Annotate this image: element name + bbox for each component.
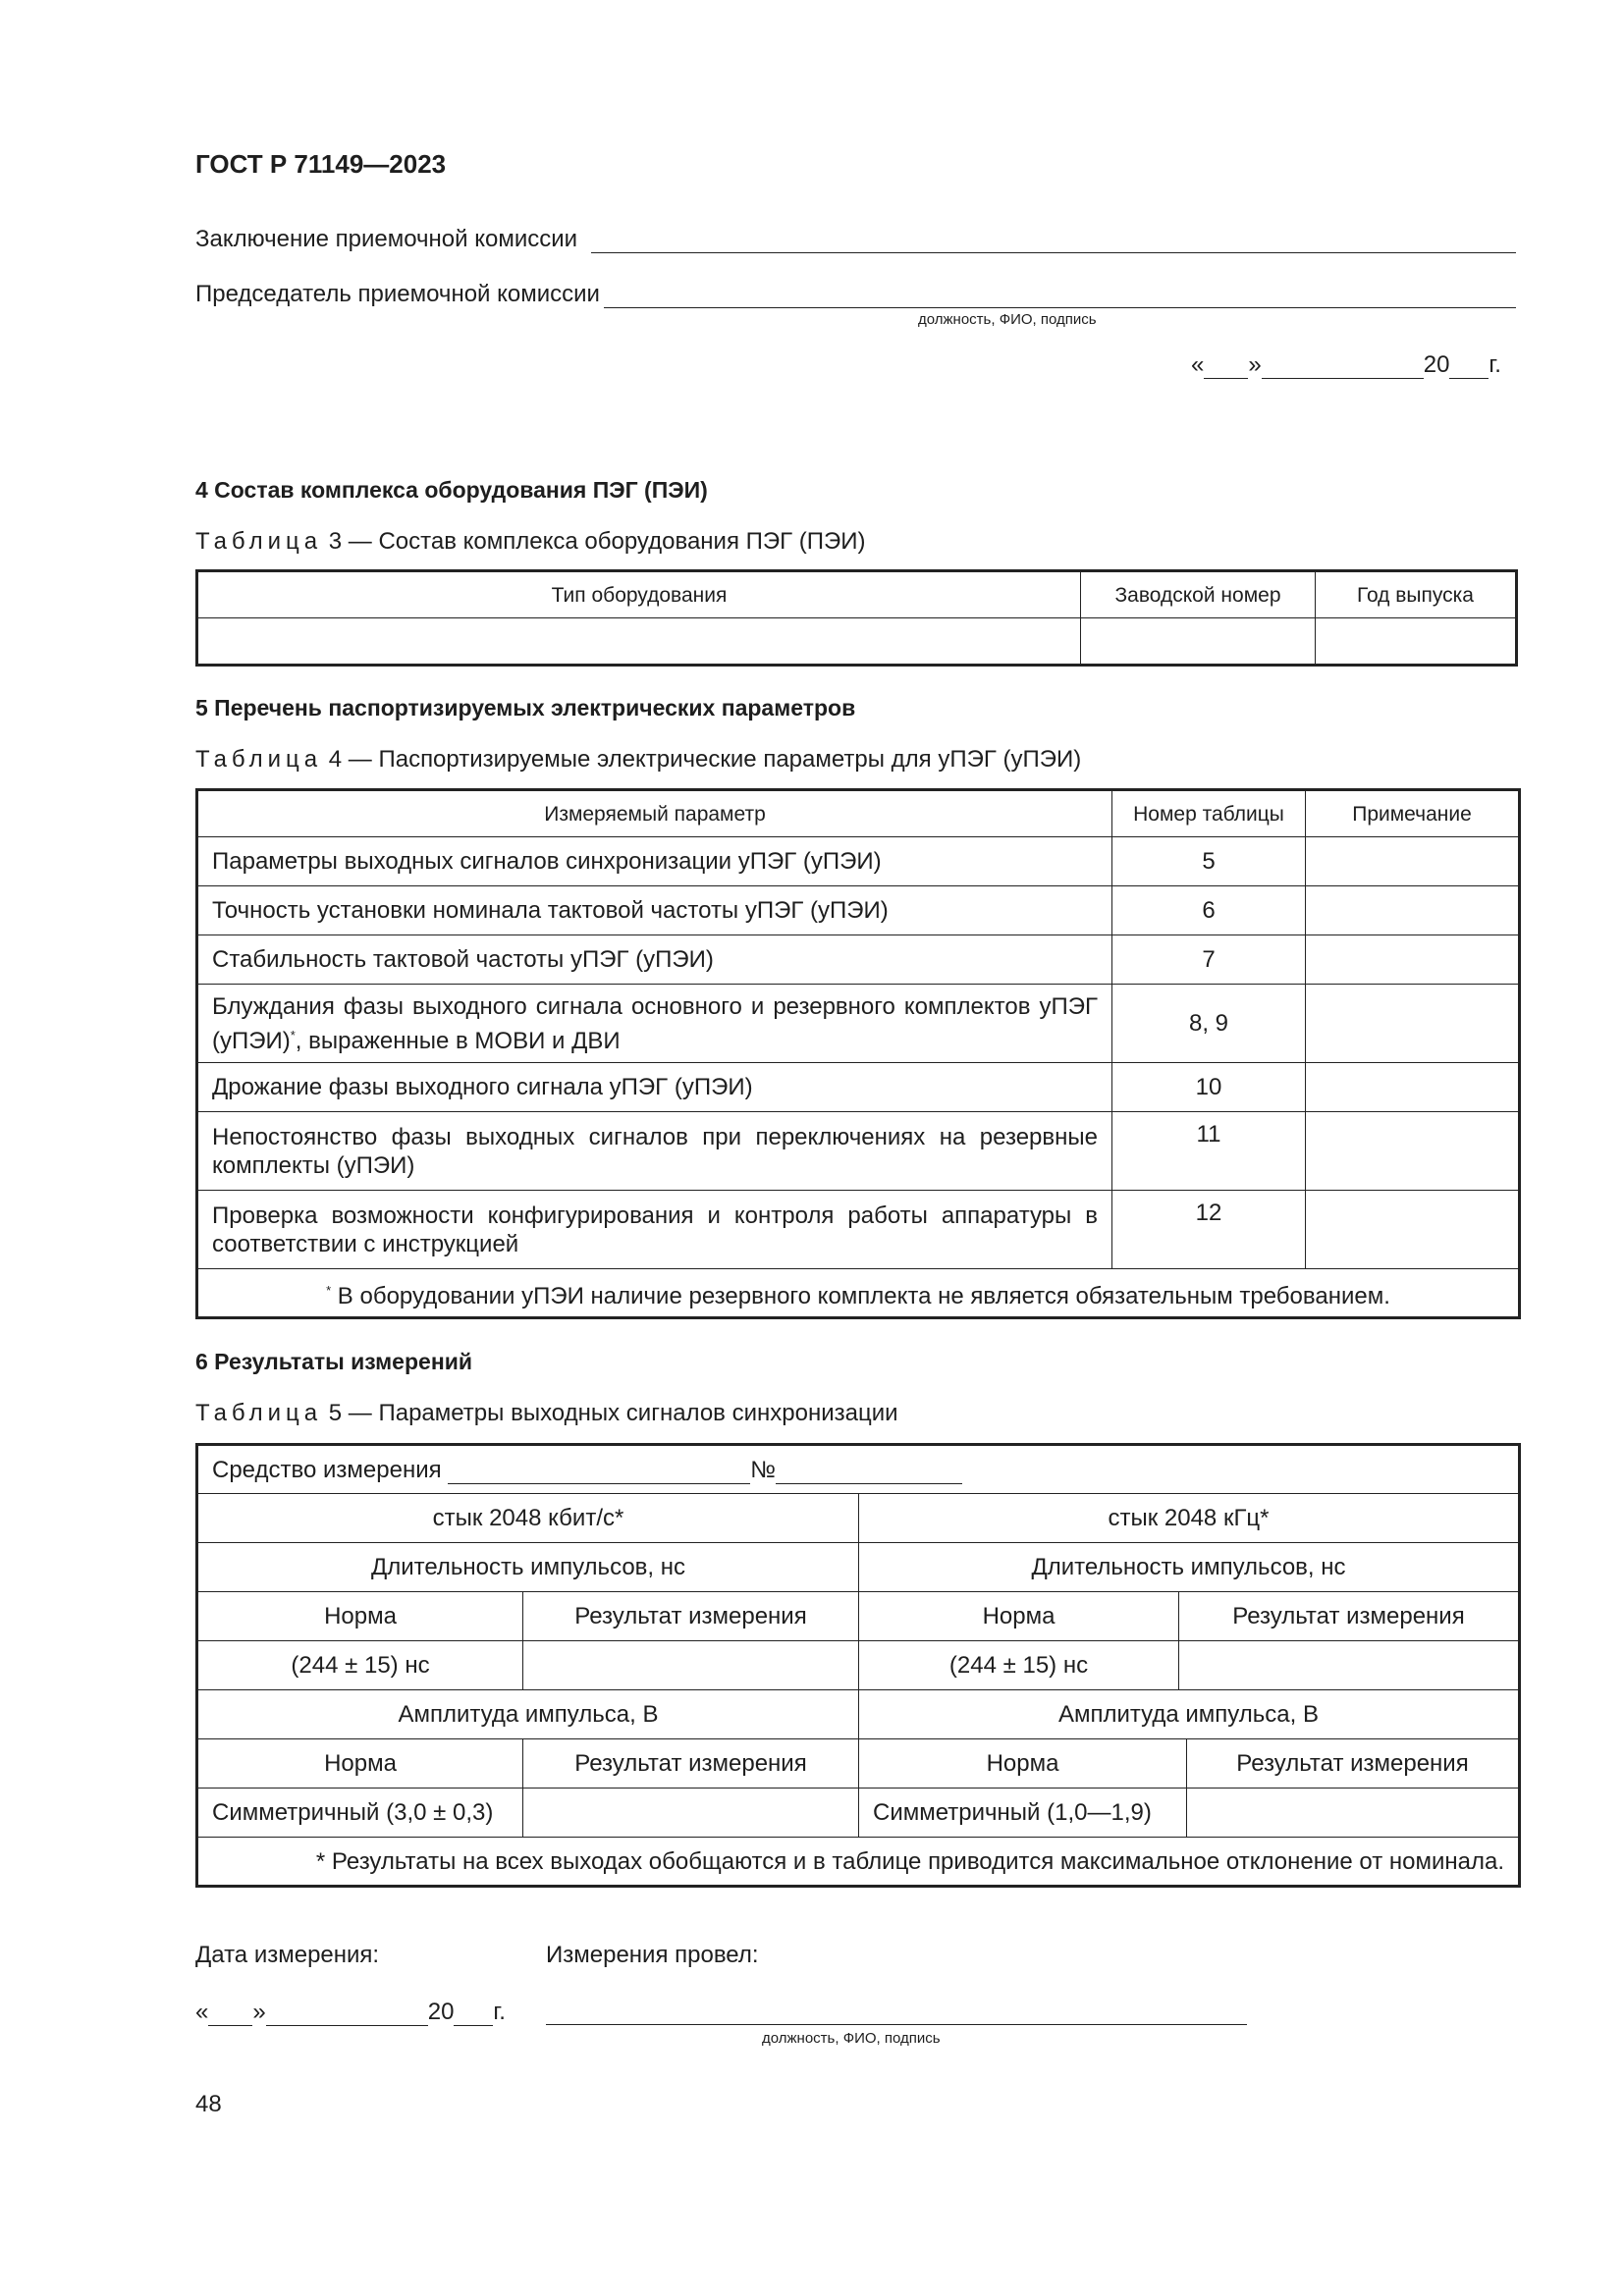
- table-5-footnote: * Результаты на всех выходах обобщаются и в таблице приводится максимальное отклонение от номинала.: [197, 1838, 1520, 1887]
- conclusion-blank[interactable]: [591, 229, 1516, 253]
- date-year-prefix: 20: [427, 1999, 455, 2025]
- note-cell[interactable]: [1306, 837, 1520, 886]
- table-4-footnote: [197, 1269, 1520, 1318]
- right-norm-header: Норма: [859, 1592, 1179, 1641]
- left-interface-header: стык 2048 кбит/с*: [197, 1494, 859, 1543]
- parameter-cell: Дрожание фазы выходного сигнала уПЭГ (уПЭИ): [197, 1063, 1112, 1112]
- table-3-caption: [195, 528, 866, 556]
- note-cell[interactable]: [1306, 1063, 1520, 1112]
- date-close-quote: »: [1248, 351, 1262, 378]
- col-parameter: Измеряемый параметр: [197, 790, 1112, 837]
- date-close-quote: »: [252, 1999, 266, 2025]
- date-open-quote: «: [195, 1999, 209, 2025]
- date-year-blank[interactable]: [1449, 356, 1489, 379]
- table-number-cell: 5: [1112, 837, 1306, 886]
- table-row: [197, 837, 1520, 886]
- commission-date: [1191, 351, 1501, 379]
- left-result-header: Результат измерения: [523, 1592, 859, 1641]
- right-interface-header: стык 2048 кГц*: [859, 1494, 1520, 1543]
- table-number-cell: 11: [1112, 1112, 1306, 1191]
- date-year-suffix: г.: [493, 1999, 506, 2025]
- right-duration-result[interactable]: [1179, 1641, 1520, 1690]
- parameter-cell: Проверка возможности конфигурирования и контроля работы аппаратуры в соответствии с инструкцией: [197, 1191, 1112, 1269]
- commission-conclusion-line: [195, 226, 1516, 253]
- note-cell[interactable]: [1306, 886, 1520, 935]
- note-cell[interactable]: [1306, 935, 1520, 985]
- table-row: [197, 1063, 1520, 1112]
- right-duration-norm: (244 ± 15) нс: [859, 1641, 1179, 1690]
- col-equipment-type: Тип оборудования: [197, 571, 1081, 618]
- section-6-title: 6 Результаты измерений: [195, 1349, 472, 1374]
- date-open-quote: «: [1191, 351, 1205, 378]
- measurement-date-label: Дата измерения:: [195, 1942, 380, 1968]
- footnote-mark: *: [290, 1027, 296, 1042]
- chairman-label: Председатель приемочной комиссии: [195, 281, 600, 307]
- date-day-blank[interactable]: [1204, 356, 1248, 379]
- number-label: №: [750, 1456, 777, 1483]
- col-serial-number: Заводской номер: [1081, 571, 1316, 618]
- table-number-cell: 8, 9: [1112, 985, 1306, 1063]
- right-amplitude-norm: Симметричный (1,0—1,9): [859, 1789, 1187, 1838]
- sync-signal-table: [195, 1443, 1521, 1888]
- footnote-text: В оборудовании уПЭИ наличие резервного комплекта не является обязательным требованием.: [331, 1282, 1390, 1309]
- right-amp-norm-header: Норма: [859, 1739, 1187, 1789]
- table-5-caption: [195, 1400, 898, 1427]
- parameters-table: [195, 788, 1521, 1319]
- date-month-blank[interactable]: [1262, 356, 1424, 379]
- equipment-type-cell[interactable]: [197, 618, 1081, 666]
- note-cell[interactable]: [1306, 1191, 1520, 1269]
- table-number-cell: 7: [1112, 935, 1306, 985]
- table-number-cell: 6: [1112, 886, 1306, 935]
- instrument-row: [197, 1445, 1520, 1494]
- chairman-blank[interactable]: [604, 284, 1516, 308]
- left-amp-norm-header: Норма: [197, 1739, 523, 1789]
- section-4-title: 4 Состав комплекса оборудования ПЭГ (ПЭИ): [195, 477, 708, 503]
- parameter-cell: Точность установки номинала тактовой частоты уПЭГ (уПЭИ): [197, 886, 1112, 935]
- table-4-caption: [195, 746, 1081, 774]
- parameter-cell: Параметры выходных сигналов синхронизации уПЭГ (уПЭИ): [197, 837, 1112, 886]
- left-duration-header: Длительность импульсов, нс: [197, 1543, 859, 1592]
- left-amplitude-norm: Симметричный (3,0 ± 0,3): [197, 1789, 523, 1838]
- chairman-signature-caption: должность, ФИО, подпись: [918, 311, 1097, 328]
- parameter-cell: [197, 985, 1112, 1063]
- instrument-blank[interactable]: [448, 1462, 750, 1484]
- date-day-blank[interactable]: [208, 2003, 252, 2026]
- left-amplitude-header: Амплитуда импульса, В: [197, 1690, 859, 1739]
- table-row: [197, 935, 1520, 985]
- left-duration-result[interactable]: [523, 1641, 859, 1690]
- col-table-number: Номер таблицы: [1112, 790, 1306, 837]
- date-year-blank[interactable]: [454, 2003, 493, 2026]
- left-amplitude-result[interactable]: [523, 1789, 859, 1838]
- parameter-text-tail: , выраженные в МОВИ и ДВИ: [295, 1027, 621, 1054]
- table-word: Таблица: [195, 528, 323, 555]
- table-row: [197, 985, 1520, 1063]
- instrument-label: Средство измерения: [212, 1456, 442, 1483]
- right-amp-result-header: Результат измерения: [1187, 1739, 1520, 1789]
- parameter-cell: Стабильность тактовой частоты уПЭГ (уПЭИ): [197, 935, 1112, 985]
- parameter-cell: Непостоянство фазы выходных сигналов при переключениях на резервные комплекты (уПЭИ): [197, 1112, 1112, 1191]
- right-result-header: Результат измерения: [1179, 1592, 1520, 1641]
- measurement-date: [195, 1999, 506, 2026]
- table-row: [197, 1191, 1520, 1269]
- performer-signature-blank[interactable]: [546, 2001, 1247, 2025]
- footnote-mark: *: [326, 1282, 332, 1298]
- serial-number-cell[interactable]: [1081, 618, 1316, 666]
- section-5-title: 5 Перечень паспортизируемых электрических параметров: [195, 695, 856, 721]
- col-year: Год выпуска: [1316, 571, 1517, 618]
- left-duration-norm: (244 ± 15) нс: [197, 1641, 523, 1690]
- table-word: Таблица: [195, 746, 323, 773]
- date-year-prefix: 20: [1423, 351, 1450, 378]
- col-note: Примечание: [1306, 790, 1520, 837]
- table-word: Таблица: [195, 1400, 323, 1426]
- parameter-text: Блуждания фазы выходного сигнала основного и резервного комплектов уПЭГ (уПЭИ): [212, 992, 1098, 1054]
- table-3-title: 3 — Состав комплекса оборудования ПЭГ (ПЭИ): [328, 528, 866, 555]
- conclusion-label: Заключение приемочной комиссии: [195, 226, 578, 252]
- date-year-suffix: г.: [1489, 351, 1501, 378]
- standard-id: ГОСТ Р 71149—2023: [195, 149, 447, 179]
- left-amp-result-header: Результат измерения: [523, 1739, 859, 1789]
- table-row: [197, 886, 1520, 935]
- right-duration-header: Длительность импульсов, нс: [859, 1543, 1520, 1592]
- right-amplitude-header: Амплитуда импульса, В: [859, 1690, 1520, 1739]
- note-cell[interactable]: [1306, 1112, 1520, 1191]
- equipment-table: [195, 569, 1518, 667]
- commission-chairman-line: [195, 281, 1516, 308]
- year-cell[interactable]: [1316, 618, 1517, 666]
- measurement-performer-label: Измерения провел:: [546, 1942, 759, 1968]
- performer-signature-caption: должность, ФИО, подпись: [762, 2030, 941, 2047]
- right-amplitude-result[interactable]: [1187, 1789, 1520, 1838]
- table-number-cell: 12: [1112, 1191, 1306, 1269]
- table-4-title: 4 — Паспортизируемые электрические параметры для уПЭГ (уПЭИ): [328, 746, 1082, 773]
- table-5-title: 5 — Параметры выходных сигналов синхронизации: [328, 1400, 898, 1426]
- note-cell[interactable]: [1306, 985, 1520, 1063]
- table-number-cell: 10: [1112, 1063, 1306, 1112]
- page-number: 48: [195, 2091, 222, 2117]
- date-month-blank[interactable]: [266, 2003, 428, 2026]
- left-norm-header: Норма: [197, 1592, 523, 1641]
- number-blank[interactable]: [776, 1462, 962, 1484]
- table-row: [197, 1112, 1520, 1191]
